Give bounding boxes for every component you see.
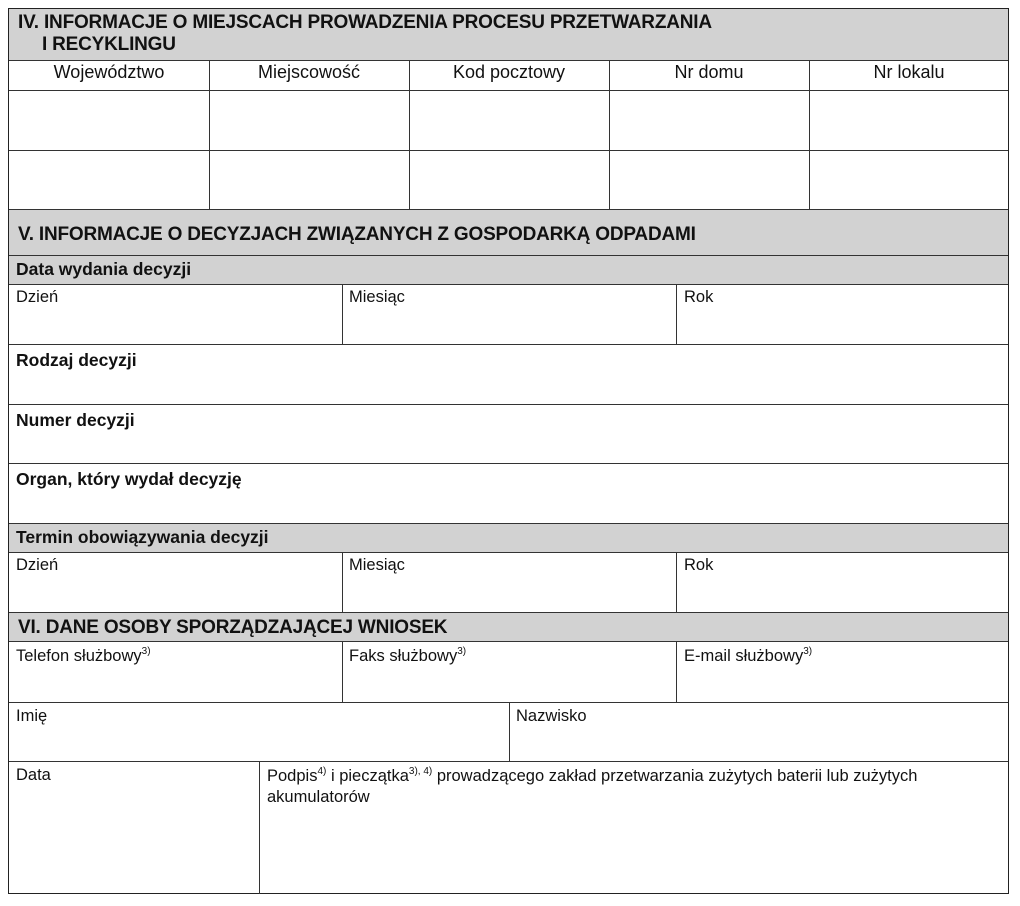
postal-code-field-row2[interactable] (409, 151, 609, 209)
section-vi-title: VI. DANE OSOBY SPORZĄDZAJĄCEJ WNIOSEK (18, 617, 448, 638)
phone-label: Telefon służbowy$^{3)}$ (16, 645, 151, 665)
section-v-title: V. INFORMACJE O DECYZJACH ZWIĄZANYCH Z GOSPODARKĄ ODPADAMI (18, 224, 696, 245)
column-header-voivodeship: Województwo (53, 62, 165, 82)
issuing-authority-field[interactable] (9, 493, 1008, 523)
fax-label: Faks służbowy$^{3)}$ (349, 645, 467, 665)
column-header-locality: Miejscowość (257, 62, 361, 82)
section-v-header (9, 210, 1008, 255)
date-field[interactable] (9, 789, 259, 893)
column-header-house-number: Nr domu (674, 62, 744, 82)
decision-number-field[interactable] (9, 433, 1008, 463)
application-form (8, 8, 1009, 894)
validity-day-label: Dzień (16, 556, 59, 574)
email-field[interactable] (677, 669, 1008, 702)
house-number-field-row1[interactable] (609, 91, 809, 150)
last-name-label: Nazwisko (516, 707, 587, 725)
issue-date-title: Data wydania decyzji (16, 259, 192, 279)
locality-field-row2[interactable] (209, 151, 409, 209)
apartment-number-field-row2[interactable] (809, 151, 1008, 209)
fax-field[interactable] (343, 669, 676, 702)
validity-year-label: Rok (684, 556, 714, 574)
issue-month-field[interactable] (343, 309, 676, 344)
issuing-authority-label: Organ, który wydał decyzję (16, 469, 242, 489)
last-name-field[interactable] (510, 729, 1008, 761)
postal-code-field-row1[interactable] (409, 91, 609, 150)
decision-number-label: Numer decyzji (16, 410, 135, 430)
footnote-3-marker: 3) (141, 645, 151, 657)
validity-year-field[interactable] (677, 577, 1008, 612)
email-label: E-mail służbowy$^{3)}$ (684, 645, 813, 665)
house-number-field-row2[interactable] (609, 151, 809, 209)
validity-month-field[interactable] (343, 577, 676, 612)
footnote-3-marker: 3) (457, 645, 467, 657)
issue-month-label: Miesiąc (349, 288, 405, 306)
voivodeship-field-row2[interactable] (9, 151, 209, 209)
section-iv-title-line2: I RECYKLINGU (42, 34, 176, 55)
column-header-apartment-number: Nr lokalu (873, 62, 945, 82)
footnote-34-marker: 3), 4) (408, 765, 433, 777)
section-iv-header (9, 9, 1008, 60)
issue-date-header (9, 256, 1008, 284)
first-name-field[interactable] (9, 729, 509, 761)
voivodeship-field-row1[interactable] (9, 91, 209, 150)
column-header-postal-code: Kod pocztowy (452, 62, 566, 82)
date-label: Data (16, 766, 51, 784)
signature-stamp-field[interactable] (260, 814, 1008, 893)
section-vi-header (9, 613, 1008, 641)
validity-title: Termin obowiązywania decyzji (16, 527, 269, 547)
apartment-number-field-row1[interactable] (809, 91, 1008, 150)
signature-label: Podpis$^{4)}$ i pieczątka$^{3), 4)}$ prowadzącego zakład przetwarzania zużytych baterii lub zużytych akumulatorów (267, 765, 918, 806)
first-name-label: Imię (16, 707, 48, 725)
issue-day-label: Dzień (16, 288, 59, 306)
phone-field[interactable] (9, 669, 342, 702)
validity-day-field[interactable] (9, 577, 342, 612)
issue-day-field[interactable] (9, 309, 342, 344)
validity-month-label: Miesiąc (349, 556, 405, 574)
issue-year-field[interactable] (677, 309, 1008, 344)
validity-header (9, 524, 1008, 552)
locality-field-row1[interactable] (209, 91, 409, 150)
section-iv-title-line1: IV. INFORMACJE O MIEJSCACH PROWADZENIA PROCESU PRZETWARZANIA (18, 12, 712, 33)
footnote-3-marker: 3) (803, 645, 813, 657)
decision-type-label: Rodzaj decyzji (16, 350, 137, 370)
footnote-4-marker: 4) (317, 765, 327, 777)
issue-year-label: Rok (684, 288, 714, 306)
decision-type-field[interactable] (9, 373, 1008, 404)
